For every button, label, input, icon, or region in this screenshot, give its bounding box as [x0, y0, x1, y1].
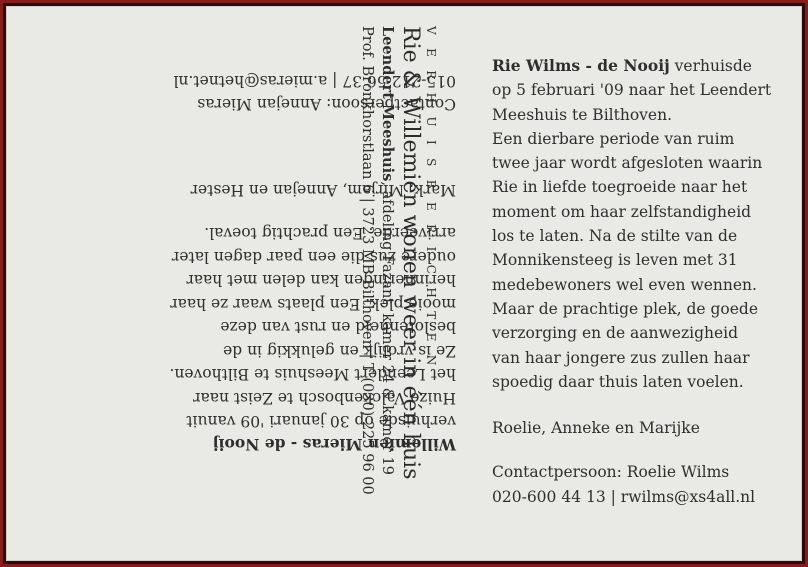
text-line: moment om haar zelfstandigheid — [492, 202, 752, 221]
text-line: herinneringen kan delen met haar — [186, 271, 456, 290]
contact-details: 020-600 44 13 | rwilms@xs4all.nl — [492, 487, 756, 506]
contact-details: 015-212 56 37 | a.mieras@hetnet.nl — [173, 72, 456, 90]
text-line: los te laten. Na de stilte van de — [492, 227, 738, 246]
header-rotated — [358, 26, 438, 546]
text-line: Ze is vrolijk en gelukkig in de — [223, 342, 456, 360]
verhuisbericht-label: VERHUISBERICHTEN — [424, 26, 438, 379]
text-line: Monnikensteeg is leven met 31 — [492, 251, 738, 270]
text-line: arriveerde. Een prachtig toeval. — [204, 224, 456, 243]
announcement-rie — [492, 54, 792, 509]
text-line: twee jaar wordt afgesloten waarin — [492, 154, 763, 173]
headline: Rie & Willemien wonen weer in één huis — [398, 26, 423, 480]
text-line: mooie plek. Een plaats waar ze haar — [170, 295, 456, 313]
contact-person: Contactpersoon: Annejan Mieras — [197, 95, 456, 114]
person-name: Willemien Mieras - de Nooij — [213, 435, 456, 454]
address-line-1: Leendert Meeshuis, afdeling Fazant, kamer 24 & kamer 19 — [379, 26, 396, 475]
text-line: Meeshuis te Bilthoven. — [492, 105, 672, 124]
text-line: oudere zus die een paar dagen later — [171, 248, 456, 266]
text-line: verhuisde op 30 januari '09 vanuit — [186, 412, 456, 431]
text-line: van haar jongere zus zullen haar — [492, 348, 750, 367]
contact-person: Contactpersoon: Roelie Wilms — [492, 463, 730, 482]
text-line: op 5 februari '09 naar het Leendert — [492, 81, 772, 100]
text-line: Maar de prachtige plek, de goede — [492, 299, 758, 318]
text-line: het Leendert Meeshuis te Bilthoven. — [169, 365, 456, 384]
signature: Mark, Mirjam, Annejan en Hester — [190, 181, 456, 199]
text-line: Rie in liefde toegroeide naar het — [492, 178, 748, 197]
moving-announcement-card — [6, 6, 802, 561]
person-name: Rie Wilms - de Nooij — [492, 56, 670, 75]
intro-line: Rie Wilms - de Nooij verhuisde — [492, 56, 752, 75]
text-line: Huize Valckenbosch te Zeist naar — [193, 389, 456, 407]
text-line: verzorging en de aanwezigheid — [492, 324, 739, 343]
address-line-2: Prof. Bronkhorstlaan 6 | 3723 MB Bilthoven | T (030) 225 96 00 — [359, 26, 375, 495]
text-line: Een dierbare periode van ruim — [492, 129, 735, 148]
signature: Roelie, Anneke en Marijke — [492, 419, 700, 438]
text-line: medebewoners wel even wennen. — [492, 275, 757, 294]
text-line: spoedig daar thuis laten voelen. — [492, 372, 744, 391]
text-line: beslotenheid en rust van deze — [220, 318, 456, 337]
